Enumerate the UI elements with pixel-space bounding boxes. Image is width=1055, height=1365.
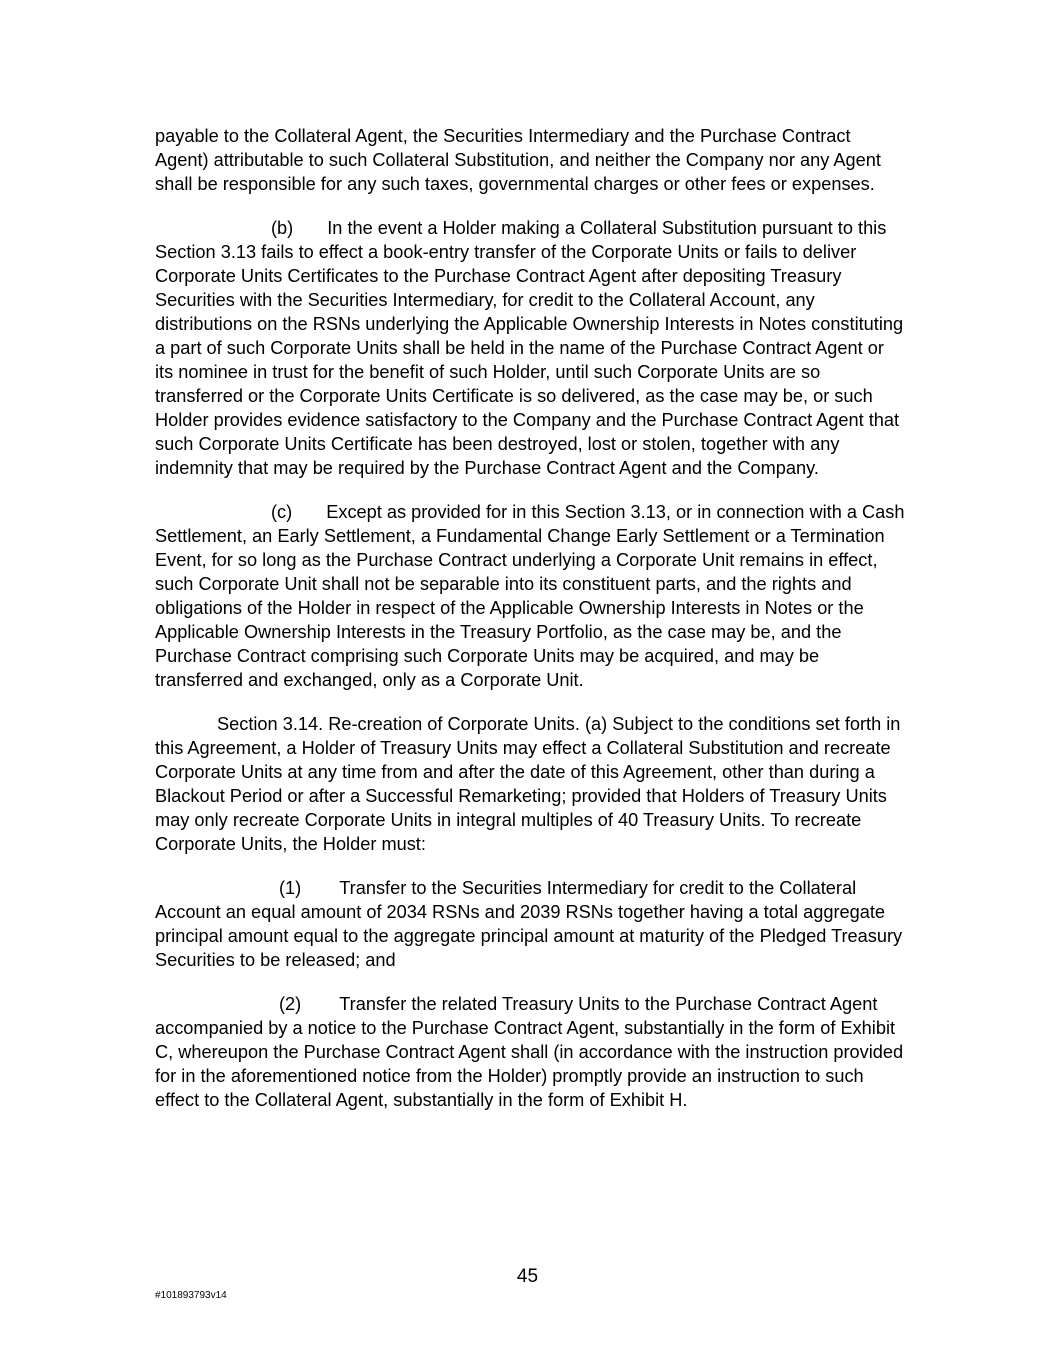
paragraph-b [155, 216, 905, 480]
document-body [155, 124, 905, 1132]
section-3-14-text: (a) Subject to the conditions set forth in this Agreement, a Holder of Treasury Units may effect a Collateral Substitution and recreate Corporate Units at any time from and after the date of this Agreement, other than during a Blackout Period or after a Successful Remarketing; provided that Holders of Treasury Units may only recreate Corporate Units in integral multiples of 40 Treasury Units. To recreate Corporate Units, the Holder must: [155, 714, 901, 854]
item-1 [155, 876, 905, 972]
item-1-text: Transfer to the Securities Intermediary for credit to the Collateral Account an equal amount of 2034 RSNs and 2039 RSNs together having a total aggregate principal amount equal to the aggregate principal amount at maturity of the Pledged Treasury Securities to be released; and [155, 878, 903, 970]
paragraph-c-text: Except as provided for in this Section 3.13, or in connection with a Cash Settlement, an Early Settlement, a Fundamental Change Early Settlement or a Termination Event, for so long as the Purchase Contract underlying a Corporate Unit remains in effect, such Corporate Unit shall not be separable into its constituent parts, and the rights and obligations of the Holder in respect of the Applicable Ownership Interests in Notes or the Applicable Ownership Interests in the Treasury Portfolio, as the case may be, and the Purchase Contract comprising such Corporate Units may be acquired, and may be transferred and exchanged, only as a Corporate Unit. [155, 502, 905, 690]
page-number: 45 [516, 1266, 539, 1287]
item-2 [155, 992, 905, 1112]
section-3-14-heading: Section 3.14. Re-creation of Corporate Units. [217, 714, 580, 734]
paragraph-b-text: In the event a Holder making a Collateral Substitution pursuant to this Section 3.13 fails to effect a book-entry transfer of the Corporate Units or fails to deliver Corporate Units Certificates to the Purchase Contract Agent after depositing Treasury Securities with the Securities Intermediary, for credit to the Collateral Account, any distributions on the RSNs underlying the Applicable Ownership Interests in Notes constituting a part of such Corporate Units shall be held in the name of the Purchase Contract Agent or its nominee in trust for the benefit of such Holder, until such Corporate Units are so transferred or the Corporate Units Certificate is so delivered, as the case may be, or such Holder provides evidence satisfactory to the Company and the Purchase Contract Agent that such Corporate Units Certificate has been destroyed, lost or stolen, together with any indemnity that may be required by the Purchase Contract Agent and the Company. [155, 218, 904, 478]
paragraph-c [155, 500, 905, 692]
item-2-label: (2) [279, 994, 302, 1014]
section-3-14 [155, 712, 905, 856]
paragraph-continuation: payable to the Collateral Agent, the Securities Intermediary and the Purchase Contract Agent) attributable to such Collateral Substitution, and neither the Company nor any Agent shall be responsible for any such taxes, governmental charges or other fees or expenses. [155, 126, 881, 194]
document-id: #101893793v14 [155, 1290, 227, 1301]
paragraph-c-label: (c) [271, 502, 293, 522]
item-2-text: Transfer the related Treasury Units to the Purchase Contract Agent accompanied by a notice to the Purchase Contract Agent, substantially in the form of Exhibit C, whereupon the Purchase Contract Agent shall (in accordance with the instruction provided for in the aforementioned notice from the Holder) promptly provide an instruction to such effect to the Collateral Agent, substantially in the form of Exhibit H. [155, 994, 904, 1110]
paragraph-b-label: (b) [271, 218, 294, 238]
item-1-label: (1) [279, 878, 302, 898]
